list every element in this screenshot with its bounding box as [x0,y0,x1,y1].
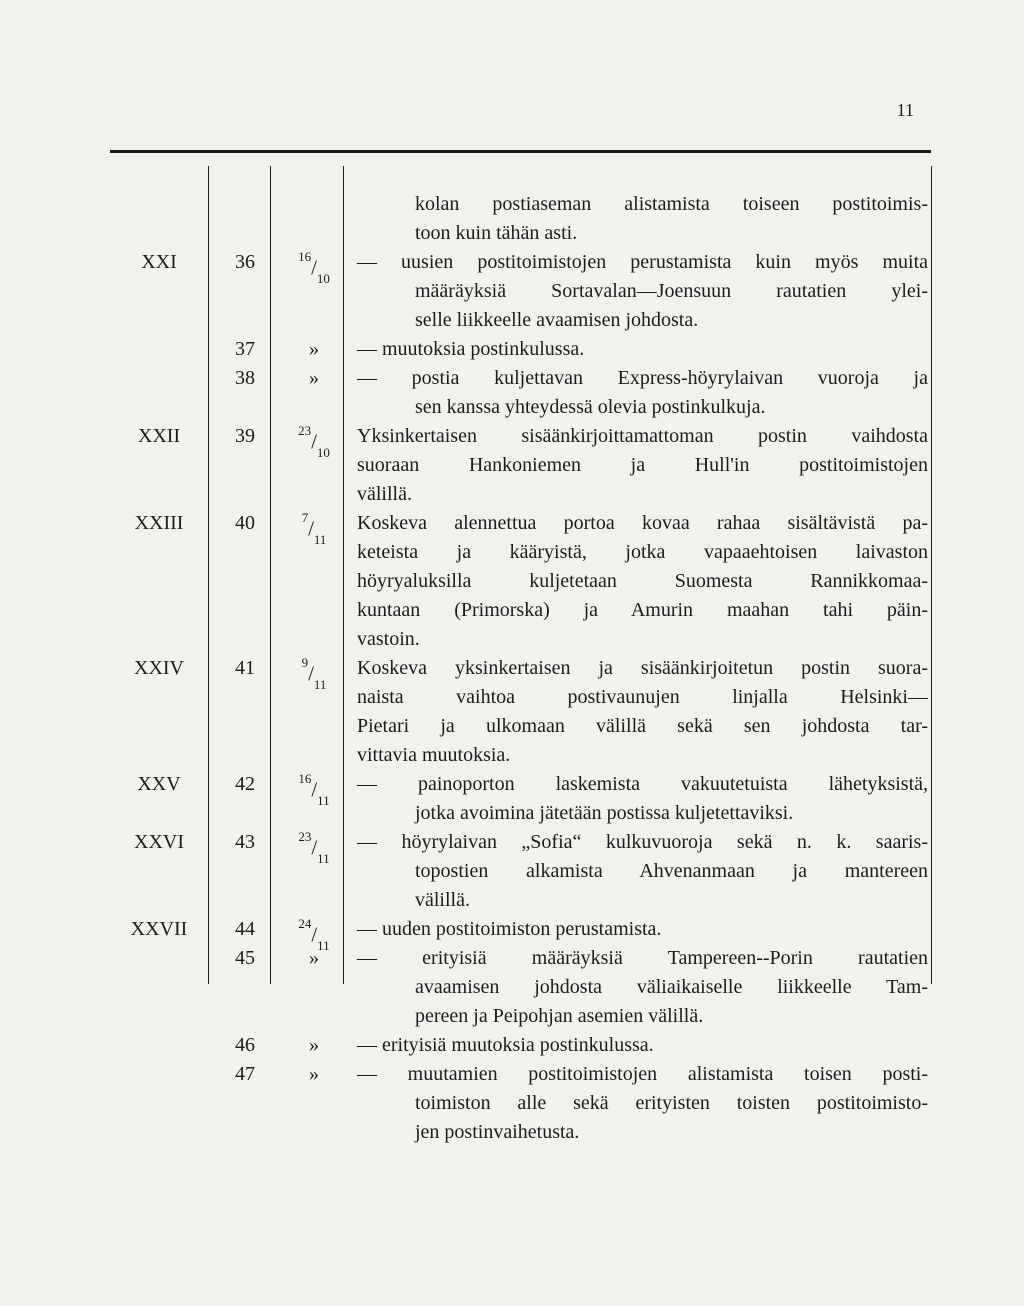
item-number: 47 [235,1063,255,1085]
text-line: Koskeva alennettua portoa kovaa rahaa sisältävistä pa- [357,512,928,534]
text-line: Yksinkertaisen sisäänkirjoittamattoman postin vaihdosta [357,425,928,447]
item-date: $^7/_{11}$ [301,510,327,547]
column-divider-4 [931,166,932,984]
table-row [110,915,930,953]
table-row [110,422,930,509]
date-month: 11 [317,792,330,808]
text-line: kolan postiaseman alistamista toiseen postitoimis- [415,193,928,215]
item-date: $^{16}/_{11}$ [298,771,330,808]
item-description [357,654,928,770]
text-line: — erityisiä muutoksia postinkulussa. [357,1034,654,1056]
index-table [110,190,930,1147]
item-number: 44 [235,918,255,940]
section-numeral: XXV [137,773,181,795]
item-description [357,944,928,1031]
text-line: sen kanssa yhteydessä olevia postinkulkuja. [415,396,766,418]
item-description [357,915,928,944]
text-line: topostien alkamista Ahvenanmaan ja mantereen [415,860,928,882]
date-month: 11 [313,676,327,692]
item-number: 45 [235,947,255,969]
page-number: 11 [896,100,914,120]
text-line: — muutamien postitoimistojen alistamista toisen posti- [357,1063,928,1085]
table-row [110,944,930,1031]
item-date: $^{24}/_{11}$ [298,916,330,953]
text-line: kuntaan (Primorska) ja Amurin maahan tahi päin- [357,599,928,621]
section-numeral: XXIII [134,512,184,534]
text-line: Pietari ja ulkomaan välillä sekä sen johdosta tar- [357,715,928,737]
text-line: Koskeva yksinkertaisen ja sisäänkirjoitetun postin suora- [357,657,928,679]
item-date: » [309,1063,319,1085]
item-description [357,1031,928,1060]
section-numeral: XXII [137,425,181,447]
header-rule [110,150,931,153]
text-line: — erityisiä määräyksiä Tampereen--Porin rautatien [357,947,928,969]
item-description [357,509,928,654]
item-number: 41 [235,657,255,679]
item-date: » [309,947,319,969]
section-numeral: XXVI [134,831,184,853]
table-row [110,828,930,915]
item-number: 37 [235,338,255,360]
text-line: — muutoksia postinkulussa. [357,338,585,360]
text-line: toimiston alle sekä erityisten toisten postitoimisto- [415,1092,928,1114]
date-day: 7 [301,510,309,525]
text-line: vittavia muutoksia. [357,744,511,766]
item-date: $^9/_{11}$ [301,655,327,692]
item-date: $^{23}/_{10}$ [298,423,330,460]
table-row [110,190,930,248]
date-day: 16 [298,771,312,786]
table-row [110,1031,930,1060]
item-number: 39 [235,425,255,447]
text-line: — uusien postitoimistojen perustamista kuin myös muita [357,251,928,273]
item-description [357,828,928,915]
text-line: höyryaluksilla kuljetetaan Suomesta Rannikkomaa- [357,570,928,592]
text-line: jotka avoimina jätetään postissa kuljetettaviksi. [415,802,794,824]
item-date: » [309,338,319,360]
text-line: naista vaihtoa postivaunujen linjalla Helsinki— [357,686,928,708]
text-line: selle liikkeelle avaamisen johdosta. [415,309,699,331]
date-day: 23 [298,829,312,844]
item-description [357,248,928,335]
item-date: $^{23}/_{11}$ [298,829,330,866]
item-date: » [309,1034,319,1056]
date-month: 11 [317,937,330,953]
item-number: 40 [235,512,255,534]
item-description [357,1060,928,1147]
item-number: 43 [235,831,255,853]
date-month: 11 [313,531,327,547]
table-row [110,248,930,335]
text-line: pereen ja Peipohjan asemien välillä. [415,1005,704,1027]
text-line: — postia kuljettavan Express-höyrylaivan vuoroja ja [357,367,928,389]
section-numeral: XXIV [134,657,184,679]
text-line: — uuden postitoimiston perustamista. [357,918,662,940]
item-number: 36 [235,251,255,273]
item-number: 38 [235,367,255,389]
text-line: — höyrylaivan „Sofia“ kulkuvuoroja sekä n. k. saaris- [357,831,928,853]
text-line: avaamisen johdosta väliaikaiselle liikkeelle Tam- [415,976,928,998]
table-row [110,770,930,828]
item-description [357,770,928,828]
table-row [110,509,930,654]
date-day: 24 [298,916,312,931]
text-line: vastoin. [357,628,420,650]
text-line: määräyksiä Sortavalan—Joensuun rautatien ylei- [415,280,928,302]
item-number: 42 [235,773,255,795]
section-numeral: XXVII [130,918,188,940]
table-row [110,1060,930,1147]
text-line: suoraan Hankoniemen ja Hull'in postitoimistojen [357,454,928,476]
table-row [110,364,930,422]
text-line: keteista ja kääryistä, jotka vapaaehtoisen laivaston [357,541,928,563]
item-date: » [309,367,319,389]
item-description [357,190,928,248]
item-number: 46 [235,1034,255,1056]
date-month: 10 [316,444,330,460]
date-day: 16 [298,249,312,264]
date-month: 11 [317,850,330,866]
table-row [110,654,930,770]
date-day: 23 [298,423,312,438]
item-date: $^{16}/_{10}$ [298,249,330,286]
text-line: välillä. [357,483,412,505]
date-month: 10 [316,270,330,286]
table-row [110,335,930,364]
text-line: toon kuin tähän asti. [415,222,578,244]
item-description [357,335,928,364]
text-line: — painoporton laskemista vakuutetuista lähetyksistä, [357,773,928,795]
section-numeral: XXI [141,251,177,273]
item-description [357,364,928,422]
text-line: jen postinvaihetusta. [415,1121,580,1143]
text-line: välillä. [415,889,470,911]
date-day: 9 [301,655,309,670]
item-description [357,422,928,509]
